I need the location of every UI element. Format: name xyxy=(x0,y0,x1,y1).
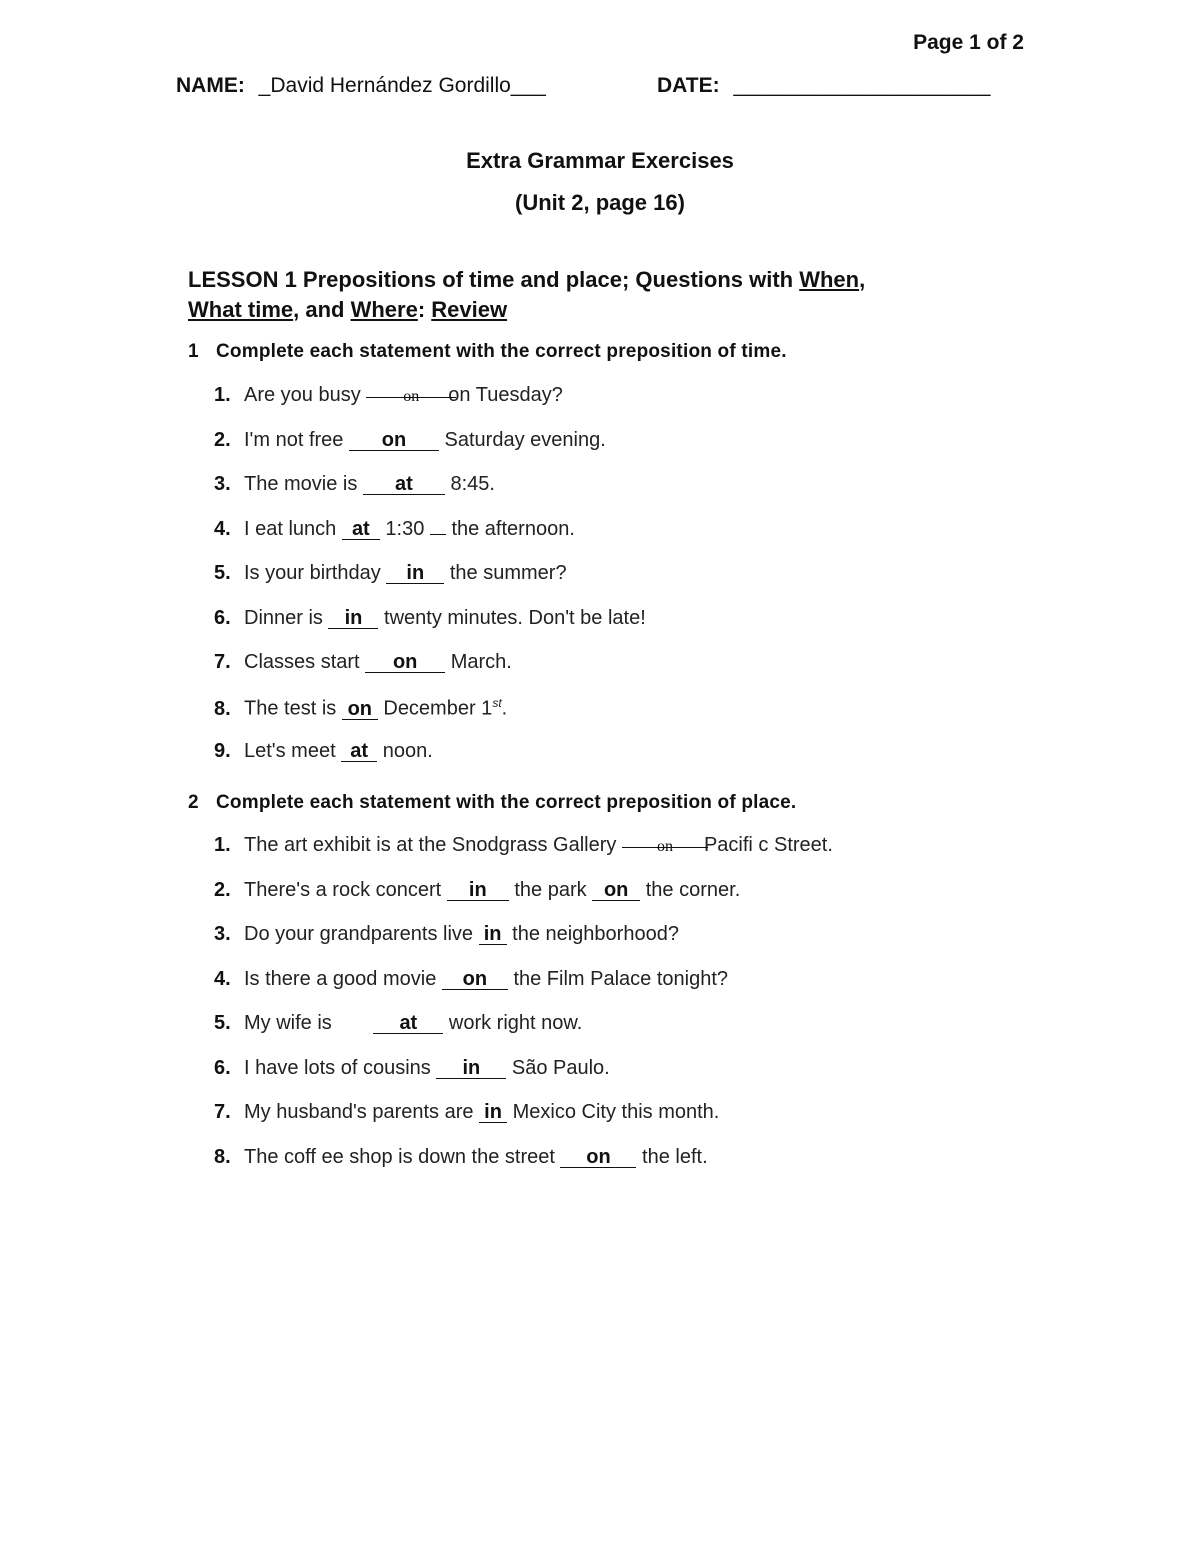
list-item: 4. Is there a good movie on the Film Palace tonight? xyxy=(214,968,729,990)
answer-blank: on xyxy=(592,880,640,901)
empty-blank xyxy=(430,534,446,535)
name-label: NAME: xyxy=(176,74,245,97)
list-item: 3. The movie is at 8:45. xyxy=(214,473,495,495)
section-2-instruction: 2 Complete each statement with the correct preposition of place. xyxy=(188,792,797,813)
answer-blank: on xyxy=(442,969,508,990)
name-field xyxy=(176,74,546,98)
answer-blank: in xyxy=(447,880,509,901)
page-indicator: Page 1 of 2 xyxy=(913,31,1024,54)
list-item: 1. The art exhibit is at the Snodgrass Gallery on Pacifi c Street. xyxy=(214,834,833,856)
answer-blank: on xyxy=(342,699,378,720)
answer-blank: in xyxy=(386,563,444,584)
list-item: 8. The coff ee shop is down the street on the left. xyxy=(214,1146,708,1168)
answer-blank: in xyxy=(479,1102,507,1123)
answer-blank: at xyxy=(341,741,377,762)
list-item: 8. The test is on December 1st. xyxy=(214,696,508,720)
list-item: 6. I have lots of cousins in São Paulo. xyxy=(214,1057,610,1079)
date-label: DATE: xyxy=(657,74,720,97)
answer-blank: at xyxy=(342,519,380,540)
lesson-heading: LESSON 1 Prepositions of time and place; Questions with When, What time, and Where: Review xyxy=(188,267,866,322)
list-item: 9. Let's meet at noon. xyxy=(214,740,433,762)
answer-blank: on xyxy=(365,652,445,673)
list-item: 2. There's a rock concert in the park on the corner. xyxy=(214,879,741,901)
answer-blank: in xyxy=(328,608,378,629)
example-answer: on xyxy=(366,388,456,406)
list-item: 2. I'm not free on Saturday evening. xyxy=(214,429,606,451)
list-item: 4. I eat lunch at 1:30 the afternoon. xyxy=(214,518,575,540)
date-field xyxy=(657,74,990,98)
answer-blank: on xyxy=(560,1147,636,1168)
answer-blank: at xyxy=(363,474,445,495)
answer-blank: in xyxy=(479,924,507,945)
list-item: 5. My wife is at work right now. xyxy=(214,1012,583,1034)
page-title: Extra Grammar Exercises xyxy=(466,148,734,173)
answer-blank: in xyxy=(436,1058,506,1079)
page-subtitle: (Unit 2, page 16) xyxy=(515,190,685,215)
list-item: 7. My husband's parents are in Mexico City this month. xyxy=(214,1101,720,1123)
name-value: _David Hernández Gordillo___ xyxy=(258,74,546,97)
list-item: 3. Do your grandparents live in the neighborhood? xyxy=(214,923,679,945)
answer-blank: at xyxy=(373,1013,443,1034)
section-1-instruction: 1 Complete each statement with the correct preposition of time. xyxy=(188,341,787,362)
list-item: 1. Are you busy on on Tuesday? xyxy=(214,384,563,406)
list-item: 5. Is your birthday in the summer? xyxy=(214,562,567,584)
list-item: 7. Classes start on March. xyxy=(214,651,512,673)
date-value: ______________________ xyxy=(733,74,991,97)
answer-blank: on xyxy=(349,430,439,451)
example-answer: on xyxy=(622,838,708,856)
list-item: 6. Dinner is in twenty minutes. Don't be late! xyxy=(214,607,646,629)
